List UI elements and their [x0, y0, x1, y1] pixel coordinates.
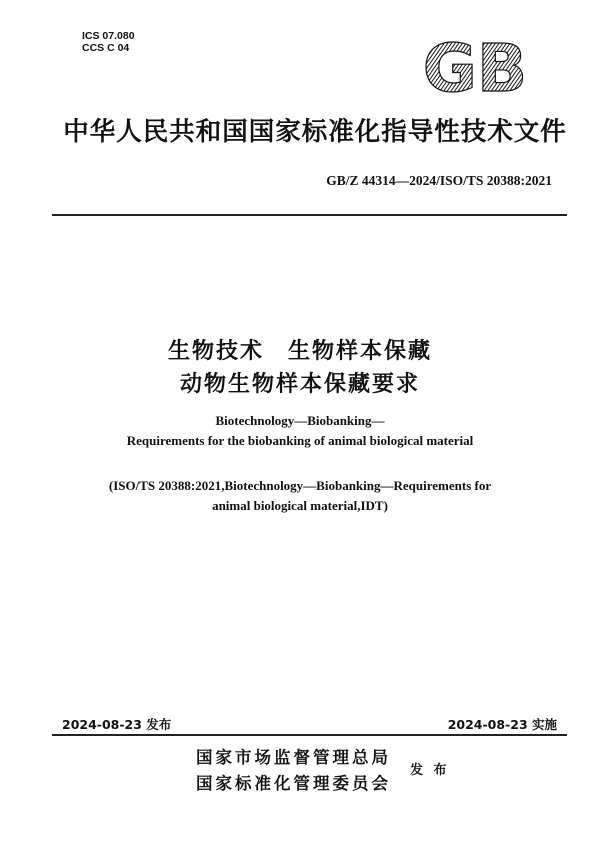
implement-date: 2024-08-23 实施 — [447, 717, 557, 732]
ics-code: ICS 07.080 — [82, 30, 135, 42]
document-type: 中华人民共和国国家标准化指导性技术文件 — [63, 117, 567, 147]
equivalence-line2: animal biological material,IDT) — [212, 498, 388, 513]
title-en-line1: Biotechnology—Biobanking— — [215, 413, 385, 428]
publish-label: 发 布 — [410, 763, 450, 778]
title-en-line2: Requirements for the biobanking of animal biological material — [126, 433, 474, 448]
title-cn-line2: 动物生物样本保藏要求 — [179, 372, 420, 397]
issuer-sac: 国家标准化管理委员会 — [196, 774, 391, 793]
equivalence-line1: (ISO/TS 20388:2021,Biotechnology—Biobanking—Requirements for — [108, 478, 492, 493]
issuing-authorities — [196, 745, 391, 797]
footer-divider — [52, 734, 567, 736]
header-divider — [52, 214, 567, 216]
gb-logo — [412, 36, 538, 98]
title-cn-line1: 生物技术 生物样本保藏 — [167, 339, 432, 364]
publish-date: 2024-08-23 发布 — [62, 717, 172, 732]
gb-logo-text: GB — [422, 36, 528, 98]
classification-codes — [82, 30, 135, 54]
issuer-samr: 国家市场监督管理总局 — [196, 748, 391, 767]
standard-number: GB/Z 44314—2024/ISO/TS 20388:2021 — [326, 173, 552, 188]
ccs-code: CCS C 04 — [82, 42, 130, 54]
